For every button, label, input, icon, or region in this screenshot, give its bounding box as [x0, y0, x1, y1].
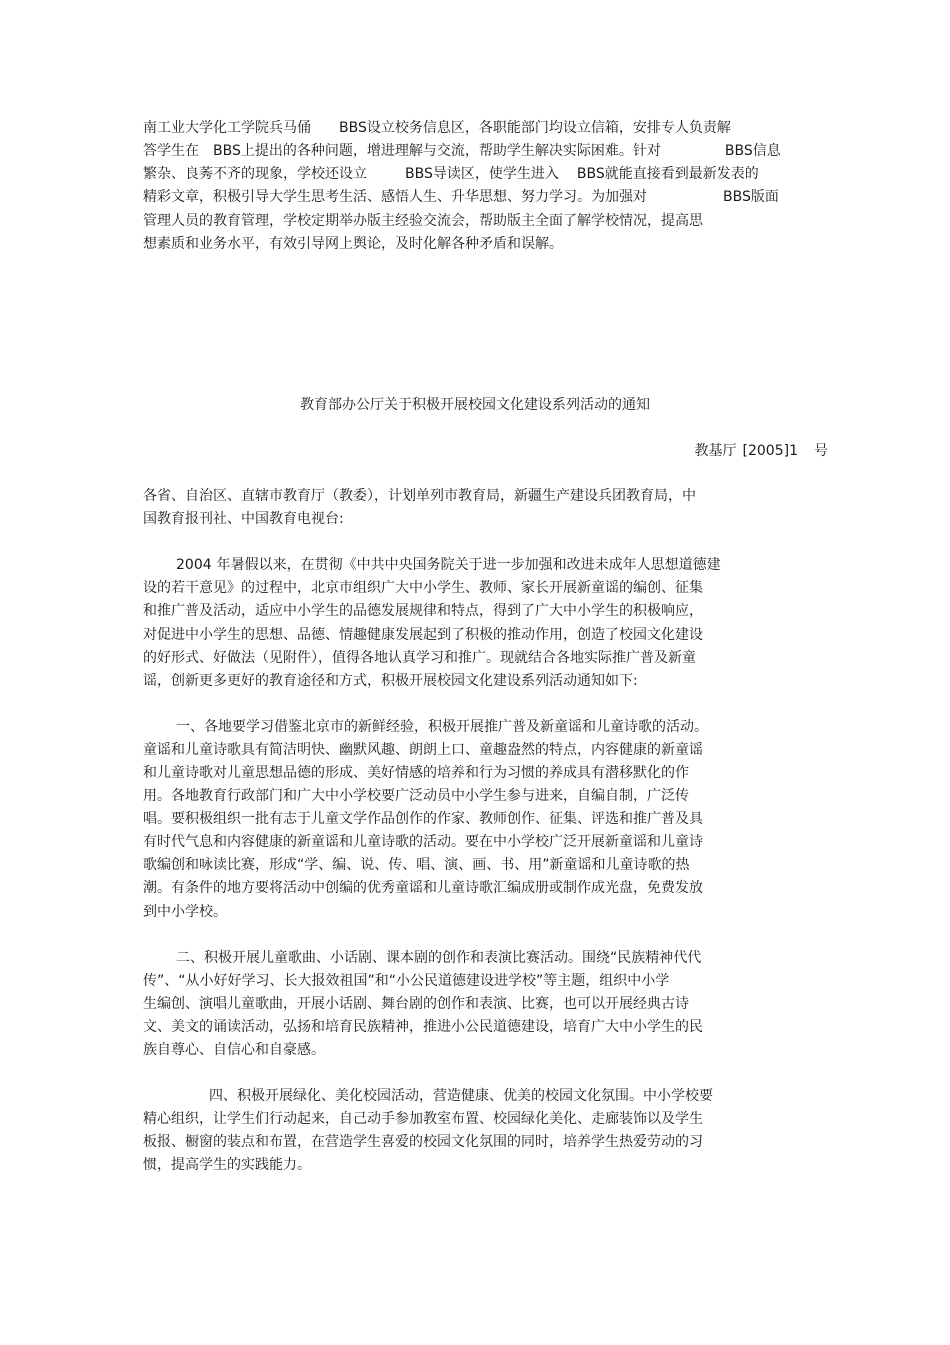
section-2-line: 族自尊心、自信心和自豪感。 — [143, 1042, 325, 1058]
section-2-line: 二、积极开展儿童歌曲、小话剧、课本剧的创作和表演比赛活动。围绕“民族精神代代 — [176, 950, 702, 966]
doc-issuer: 教基厅 — [694, 443, 737, 459]
section-1-line: 用。各地教育行政部门和广大中小学校要广泛动员中小学生参与进来，自编自制，广泛传 — [143, 788, 689, 804]
intro-line-3 — [143, 165, 759, 183]
intro-text: BBS版面 — [723, 189, 779, 205]
intro-text: BBS信息 — [724, 143, 781, 159]
section-4-line: 惯，提高学生的实践能力。 — [143, 1157, 311, 1173]
intro-text: 答学生在 — [143, 143, 199, 159]
intro-text: BBS上提出的各种问题，增进理解与交流，帮助学生解决实际困难。针对 — [213, 143, 661, 159]
intro-line-2 — [143, 142, 781, 160]
section-1-line: 童谣和儿童诗歌具有简洁明快、幽默风趣、朗朗上口、童趣盎然的特点，内容健康的新童谣 — [143, 742, 703, 758]
section-1-line: 歌编创和咏读比赛，形成“学、编、说、传、唱、演、画、书、用”新童谣和儿童诗歌的热 — [143, 857, 690, 873]
section-4-line: 四、积极开展绿化、美化校园活动，营造健康、优美的校园文化氛围。中小学校要 — [209, 1088, 713, 1104]
section-1-line: 有时代气息和内容健康的新童谣和儿童诗歌的活动。要在中小学校广泛开展新童谣和儿童诗 — [143, 834, 703, 850]
doc-code: [2005]1 — [742, 443, 798, 459]
paragraph-1-line: 和推广普及活动，适应中小学生的品德发展规律和特点，得到了广大中小学生的积极响应， — [143, 603, 703, 619]
intro-line-5: 管理人员的教育管理，学校定期举办版主经验交流会，帮助版主全面了解学校情况，提高思 — [143, 213, 703, 229]
notice-title: 教育部办公厅关于积极开展校园文化建设系列活动的通知 — [300, 397, 650, 413]
paragraph-1-line: 的好形式、好做法（见附件），值得各地认真学习和推广。现就结合各地实际推广普及新童 — [143, 650, 696, 666]
section-4-line: 板报、橱窗的装点和布置，在营造学生喜爱的校园文化氛围的同时，培养学生热爱劳动的习 — [143, 1134, 703, 1150]
section-1-line: 到中小学校。 — [143, 904, 227, 920]
doc-suffix: 号 — [814, 443, 828, 459]
section-1-line: 和儿童诗歌对儿童思想品德的形成、美好情感的培养和行为习惯的养成具有潜移默化的作 — [143, 765, 689, 781]
paragraph-1-first-line — [176, 556, 721, 574]
section-1-line: 潮。有条件的地方要将活动中创编的优秀童谣和儿童诗歌汇编成册或制作成光盘，免费发放 — [143, 880, 703, 896]
paragraph-text: 年暑假以来，在贯彻《中共中央国务院关于进一步加强和改进未成年人思想道德建 — [216, 557, 721, 573]
section-2-line: 传”、“从小好好学习、长大报效祖国”和“小公民道德建设进学校”等主题，组织中小学 — [143, 973, 670, 989]
paragraph-1-line: 设的若干意见》的过程中，北京市组织广大中小学生、教师、家长开展新童谣的编创、征集 — [143, 580, 703, 596]
document-number — [695, 440, 828, 460]
year: 2004 — [176, 557, 212, 573]
section-2-line: 生编创、演唱儿童歌曲，开展小话剧、舞台剧的创作和表演、比赛，也可以开展经典古诗 — [143, 996, 689, 1012]
section-2-line: 文、美文的诵读活动，弘扬和培育民族精神，推进小公民道德建设，培育广大中小学生的民 — [143, 1019, 703, 1035]
intro-text: 精彩文章，积极引导大学生思考生活、感悟人生、升华思想、努力学习。为加强对 — [143, 189, 647, 205]
paragraph-1-line: 对促进中小学生的思想、品德、情趣健康发展起到了积极的推动作用，创造了校园文化建设 — [143, 627, 703, 643]
section-1-line: 唱。要积极组织一批有志于儿童文学作品创作的作家、教师创作、征集、评选和推广普及具 — [143, 811, 703, 827]
paragraph-1-line: 谣，创新更多更好的教育途径和方式，积极开展校园文化建设系列活动通知如下: — [143, 673, 638, 689]
address-line: 国教育报刊社、中国教育电视台: — [143, 511, 344, 527]
intro-text: BBS设立校务信息区，各职能部门均设立信箱，安排专人负责解 — [339, 120, 731, 136]
address-line: 各省、自治区、直辖市教育厅（教委），计划单列市教育局，新疆生产建设兵团教育局，中 — [143, 488, 696, 504]
intro-line-1 — [143, 119, 731, 137]
section-1-line: 一、各地要学习借鉴北京市的新鲜经验，积极开展推广普及新童谣和儿童诗歌的活动。 — [176, 719, 708, 735]
intro-text: 繁杂、良莠不齐的现象，学校还设立 — [143, 166, 367, 182]
section-4-line: 精心组织，让学生们行动起来，自己动手参加教室布置、校园绿化美化、走廊装饰以及学生 — [143, 1111, 703, 1127]
intro-text: 南工业大学化工学院兵马俑 — [143, 120, 311, 136]
intro-line-4 — [143, 188, 779, 206]
intro-text: BBS导读区，使学生进入 — [405, 166, 559, 182]
intro-line-6: 想素质和业务水平，有效引导网上舆论，及时化解各种矛盾和误解。 — [143, 236, 563, 252]
intro-text: BBS就能直接看到最新发表的 — [576, 166, 759, 182]
